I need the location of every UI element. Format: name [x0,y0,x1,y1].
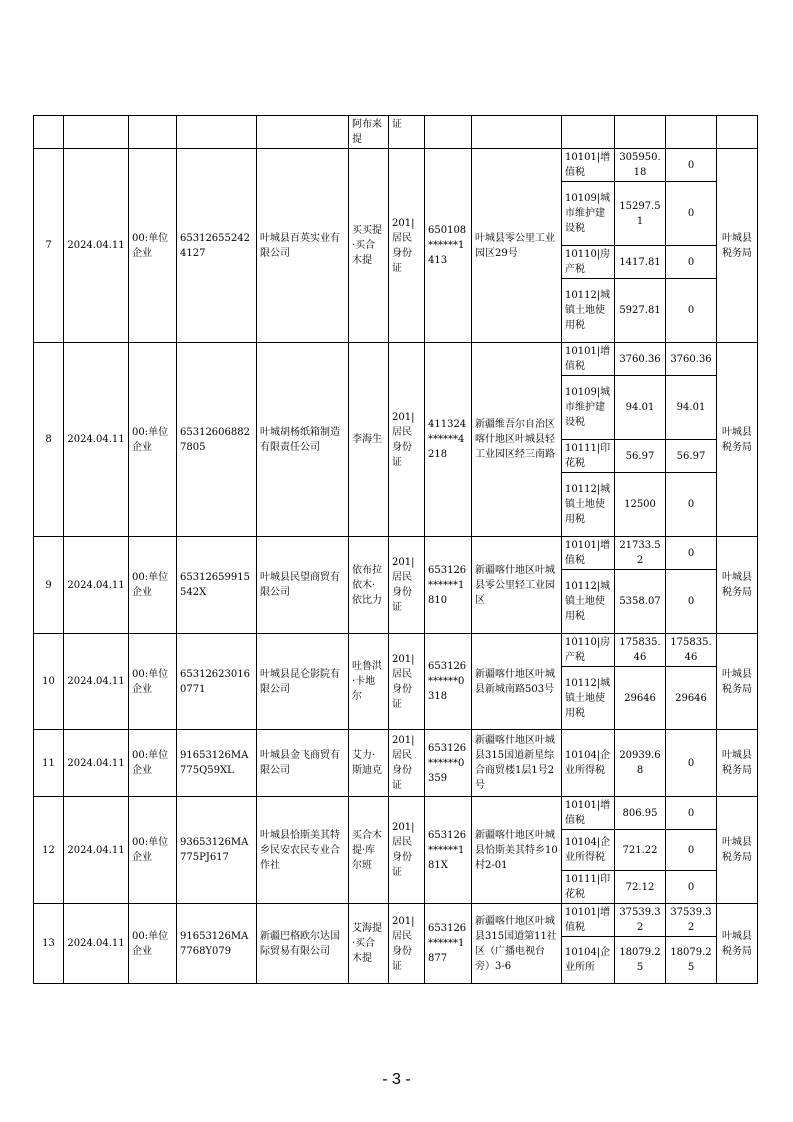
business-address: 新疆喀什地区叶城县新城南路503号 [472,634,562,730]
arrears-amount: 21733.52 [615,537,666,570]
continued-cell [666,116,717,149]
credit-code: 653126552424127 [177,149,257,343]
credit-code: 653126068827805 [177,343,257,537]
business-address: 新疆维吾尔自治区喀什地区叶城县轻工业园区经三南路 [472,343,562,537]
record-date: 2024.04.11 [64,634,129,730]
tax-item: 10109|城市维护建设税 [562,182,615,246]
arrears-amount: 72.12 [615,871,666,904]
arrears-amount: 806.95 [615,797,666,830]
row-number: 10 [34,634,64,730]
current-arrears: 0 [666,871,717,904]
legal-person: 艾力·斯迪克 [349,730,389,797]
row-number: 11 [34,730,64,797]
row-number: 12 [34,797,64,904]
table-row [34,730,758,797]
taxpayer-type: 00:单位企业 [129,730,177,797]
current-arrears: 37539.32 [666,904,717,937]
tax-item: 10110|房产税 [562,246,615,279]
current-arrears: 175835.46 [666,634,717,667]
tax-item: 10109|城市维护建设税 [562,376,615,440]
credit-code: 91653126MA7768Y079 [177,904,257,984]
business-address: 新疆喀什地区叶城县零公里轻工业园区 [472,537,562,634]
current-arrears: 0 [666,570,717,634]
tax-item: 10101|增值税 [562,149,615,182]
current-arrears: 56.97 [666,440,717,473]
current-arrears: 94.01 [666,376,717,440]
page-number: - 3 - [382,1071,411,1088]
continued-cell: 证 [389,116,425,149]
id-number: 411324******4218 [425,343,472,537]
tax-authority: 叶城县税务局 [717,537,758,634]
tax-authority: 叶城县税务局 [717,343,758,537]
table-row [34,797,758,830]
tax-authority: 叶城县税务局 [717,797,758,904]
arrears-amount: 1417.81 [615,246,666,279]
tax-item: 10104|企业所得税 [562,730,615,797]
continued-cell [717,116,758,149]
arrears-amount: 56.97 [615,440,666,473]
table-row [34,634,758,667]
id-type: 201|居民身份证 [389,634,425,730]
id-number: 653126******1810 [425,537,472,634]
table-row [34,904,758,937]
taxpayer-type: 00:单位企业 [129,904,177,984]
arrears-amount: 5927.81 [615,279,666,343]
id-number: 653126******1877 [425,904,472,984]
credit-code: 65312659915542X [177,537,257,634]
taxpayer-name: 叶城县金飞商贸有限公司 [257,730,349,797]
row-number: 8 [34,343,64,537]
taxpayer-name: 叶城胡杨纸箱制造有限责任公司 [257,343,349,537]
row-number: 7 [34,149,64,343]
record-date: 2024.04.11 [64,730,129,797]
current-arrears: 0 [666,149,717,182]
arrears-amount: 175835.46 [615,634,666,667]
legal-person: 艾海提·买合木提 [349,904,389,984]
id-number: 653126******0318 [425,634,472,730]
tax-authority: 叶城县税务局 [717,149,758,343]
arrears-amount: 15297.51 [615,182,666,246]
table-row [34,116,758,149]
tax-item: 10104|企业所得税 [562,830,615,871]
continued-cell [129,116,177,149]
taxpayer-type: 00:单位企业 [129,343,177,537]
taxpayer-type: 00:单位企业 [129,537,177,634]
id-type: 201|居民身份证 [389,904,425,984]
taxpayer-name: 叶城县恰斯美其特乡民安农民专业合作社 [257,797,349,904]
tax-item: 10110|房产税 [562,634,615,667]
taxpayer-type: 00:单位企业 [129,149,177,343]
business-address: 新疆喀什地区叶城县315国道第11社区（广播电视台旁）3-6 [472,904,562,984]
arrears-amount: 305950.18 [615,149,666,182]
credit-code: 93653126MA775PJ617 [177,797,257,904]
current-arrears: 0 [666,473,717,537]
tax-item: 10112|城镇土地使用税 [562,279,615,343]
id-type: 201|居民身份证 [389,537,425,634]
arrears-amount: 94.01 [615,376,666,440]
id-number: 653126******0359 [425,730,472,797]
tax-item: 10111|印花税 [562,440,615,473]
legal-person: 吐鲁洪·卡地尔 [349,634,389,730]
tax-item: 10101|增值税 [562,537,615,570]
credit-code: 91653126MA775Q59XL [177,730,257,797]
record-date: 2024.04.11 [64,343,129,537]
continued-cell [177,116,257,149]
continued-cell [562,116,615,149]
tax-item: 10101|增值税 [562,904,615,937]
table-row [34,343,758,376]
tax-item: 10112|城镇土地使用税 [562,667,615,730]
tax-item: 10111|印花税 [562,871,615,904]
business-address: 叶城县零公里工业园区29号 [472,149,562,343]
tax-arrears-table [33,115,758,984]
table-row [34,149,758,182]
id-number: 650108******1413 [425,149,472,343]
arrears-amount: 721.22 [615,830,666,871]
id-number: 653126******181X [425,797,472,904]
id-type: 201|居民身份证 [389,730,425,797]
taxpayer-type: 00:单位企业 [129,797,177,904]
taxpayer-name: 叶城县百英实业有限公司 [257,149,349,343]
continued-cell [64,116,129,149]
tax-authority: 叶城县税务局 [717,904,758,984]
current-arrears: 0 [666,797,717,830]
row-number: 13 [34,904,64,984]
arrears-amount: 3760.36 [615,343,666,376]
current-arrears: 0 [666,730,717,797]
arrears-amount: 29646 [615,667,666,730]
arrears-amount: 37539.32 [615,904,666,937]
current-arrears: 0 [666,830,717,871]
legal-person: 买合木提·库尔班 [349,797,389,904]
continued-cell [472,116,562,149]
current-arrears: 0 [666,537,717,570]
tax-item: 10101|增值税 [562,797,615,830]
taxpayer-name: 叶城县昆仑影院有限公司 [257,634,349,730]
taxpayer-name: 叶城县民望商贸有限公司 [257,537,349,634]
tax-item: 10101|增值税 [562,343,615,376]
current-arrears: 29646 [666,667,717,730]
business-address: 新疆喀什地区叶城县恰斯美其特乡10村2-01 [472,797,562,904]
id-type: 201|居民身份证 [389,149,425,343]
record-date: 2024.04.11 [64,797,129,904]
taxpayer-name: 新疆巴格欧尔达国际贸易有限公司 [257,904,349,984]
tax-authority: 叶城县税务局 [717,730,758,797]
continued-cell: 阿布来提 [349,116,389,149]
id-type: 201|居民身份证 [389,343,425,537]
record-date: 2024.04.11 [64,537,129,634]
business-address: 新疆喀什地区叶城县315国道新星综合商贸楼1层1号2号 [472,730,562,797]
arrears-amount: 20939.68 [615,730,666,797]
row-number: 9 [34,537,64,634]
legal-person: 依布拉依木·依比力 [349,537,389,634]
record-date: 2024.04.11 [64,904,129,984]
continued-cell [425,116,472,149]
tax-authority: 叶城县税务局 [717,634,758,730]
record-date: 2024.04.11 [64,149,129,343]
legal-person: 买买提·买合木提 [349,149,389,343]
taxpayer-type: 00:单位企业 [129,634,177,730]
table-row [34,537,758,570]
tax-item: 10104|企业所所 [562,937,615,984]
current-arrears: 0 [666,182,717,246]
id-type: 201|居民身份证 [389,797,425,904]
arrears-amount: 18079.25 [615,937,666,984]
arrears-amount: 12500 [615,473,666,537]
arrears-amount: 5358.07 [615,570,666,634]
tax-item: 10112|城镇土地使用税 [562,473,615,537]
continued-cell [257,116,349,149]
current-arrears: 3760.36 [666,343,717,376]
current-arrears: 0 [666,279,717,343]
continued-cell [34,116,64,149]
current-arrears: 18079.25 [666,937,717,984]
continued-cell [615,116,666,149]
tax-item: 10112|城镇土地使用税 [562,570,615,634]
current-arrears: 0 [666,246,717,279]
credit-code: 653126230160771 [177,634,257,730]
legal-person: 李海生 [349,343,389,537]
